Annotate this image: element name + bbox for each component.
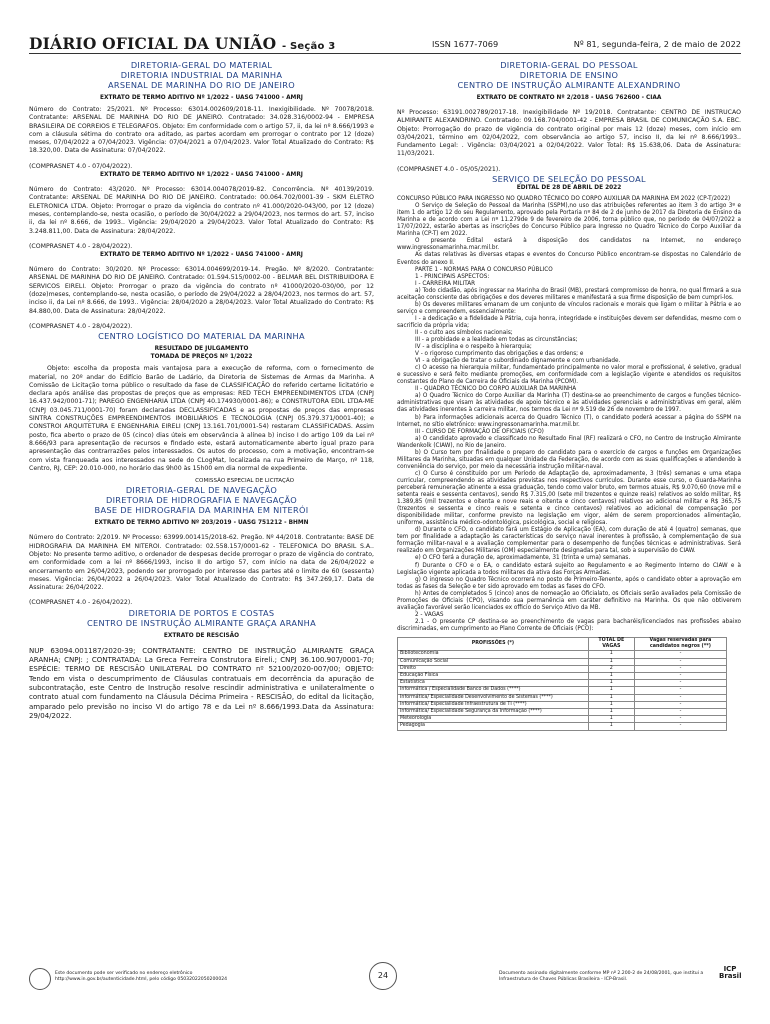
paragraph: e) O CFO terá a duração de, aproximadamente, 31 (trinta e uma) semanas. [415, 555, 631, 562]
heading-sspm: SERVIÇO DE SELEÇÃO DO PESSOAL [492, 174, 646, 185]
table-cell: - [634, 687, 726, 694]
table-cell: - [634, 701, 726, 708]
paragraph: c) O Curso é constituído por um Período de Adaptação de, aproximadamente, 3 (três) semanas e uma etapa curricular, compreendendo as atividades previstas nos respectivos currículos. Durante esse curso, o Guarda-Marinha perceberá remuneração atinente a essa graduação, tendo como valor bruto, em termos atuais, R$ 9.070,60 (nove mil e setenta reais e sessenta centavos), sendo R$ 7.315,00 (sete mil trezentos e quinze reais) relativos ao soldo militar, R$ 1.389,85 (mil trezentos e oitenta e nove reais e oitenta e cinco centavos) relativos ao adicional militar e R$ 365,75 (trezentos e sessenta e cinco reais e setenta e cinco centavos) relativos ao adicional de compensação por disponibilidade militar, conforme previsto na legislação em vigor, além de serem proporcionados alimentação, uniforme, assistência médico-odontológica, psicológica, social e religiosa. [397, 470, 741, 527]
table-row [398, 673, 727, 680]
table-cell: Estatística [398, 680, 589, 687]
paragraph: 2.1 - O presente CP destina-se ao preenchimento de vagas para bacharéis/licenciados nas profissões abaixo discriminadas, em cumprimento ao Plano Corrente de Oficiais (PCO): [397, 618, 741, 632]
table-cell: - [634, 665, 726, 672]
table-row [398, 665, 727, 672]
notice-body: Objeto: escolha da proposta mais vantajosa para a execução de reforma, com o fornecimento de material, no 20º andar do Edifício Barão de Ladário, da Diretoria de Sistemas de Armas da Marinha. A Comissão de Licitação torna público o resultado da fase de CLASSIFICAÇÃO do referido certame licitatório e declara após análise das propostas de preços que as empresas: RED TECH EMPREENDIMENTOS LTDA (CNPJ 16.437.942/0001-71); PAREGO ENGENHARIA LTDA (CNPJ 40.174930/0001-86); e CONSTRUTORA EDIL LTDA-ME (CNPJ 03.045.711/0001-70) foram declaradas DECLASSIFICADAS e as propostas de preços das empresas SINTRA CONSTRUÇÕES EMPREENDIMENTOS IMOBILIÁRIOS E TECNOLOGIA (CNPJ 05.379.371/0001-40); e CONSTROI ARQUITETURA E ENGENHARIA EIRELI (CNPJ 13.161.701/0001-54) restaram CLASSIFICADAS. Assim posto, fica aberto o prazo de 05 (cinco) dias úteis em observância à alínea b) inciso I do artigo 109 da Lei nº 8.666/93 para apresentação de recursos e findado este, estará automaticamente aberto igual prazo para apresentação das contrarrazões pelos interessados. Os autos do processo, com a motivação, encontram-se com vista franqueada aos interessados na sede do CLogMat, localizada na rua Primeiro de Março, nº 118, Centro, RJ, CEP: 20.010-000, no horário das 9h00 às 15h00 em dia normal de expediente. [29, 365, 374, 472]
paragraph: VI - a obrigação de tratar o subordinado dignamente e com urbanidade. [415, 358, 621, 365]
table-cell: Meteorologia [398, 716, 589, 723]
issue-date: Nº 81, segunda-feira, 2 de maio de 2022 [573, 39, 741, 49]
notice-signature: COMISSÃO ESPECIAL DE LICITAÇÃO [195, 478, 294, 485]
heading-line: DIRETORIA-GERAL DO MATERIAL [130, 60, 273, 70]
paragraph: As datas relativas às diversas etapas e eventos do Concurso Público encontram-se dispostas no Calendário de Eventos do anexo II. [397, 252, 741, 266]
table-cell: - [634, 709, 726, 716]
paragraph: c) O acesso na hierarquia militar, fundamentado principalmente no valor moral e profissional, é seletivo, gradual e sucessivo e será feito mediante promoções, em conformidade com a legislação vigente e atendidos os requisitos constantes do Plano de Carreira de Oficiais da Marinha (PCOM). [397, 365, 741, 386]
heading-material [29, 60, 374, 90]
paragraph: II - o culto aos símbolos nacionais; [415, 329, 513, 336]
gazette-section: - Seção 3 [281, 41, 336, 52]
paragraph: f) Durante o CFO e o EA, o candidato estará sujeito ao Regulamento e ao Regimento Interno do CIAW e à Legislação vigente aplicada a todos militares da ativa das Forças Armadas. [397, 562, 741, 576]
paragraph: III - a probidade e a lealdade em todas as circunstâncias; [415, 337, 578, 344]
table-cell: 2 [588, 665, 634, 672]
table-cell: - [634, 651, 726, 658]
column-header: TOTAL DE VAGAS [588, 637, 634, 650]
paragraph: PARTE 1 - NORMAS PARA O CONCURSO PÚBLICO [415, 266, 553, 273]
table-cell: Informática/ Especialidade Desenvolvimento de Sistemas (****) [398, 694, 589, 701]
heading-line: DIRETORIA DE ENSINO [519, 70, 619, 80]
paragraph: a) O Quadro Técnico do Corpo Auxiliar da Marinha (T) destina-se ao preenchimento de cargos e funções técnico-administrativas que visam às atividades de apoio técnico e às atividades gerenciais e administrativas em geral, além das atividades inerentes à carreira militar, nos termos da Lei nº 9.519 de 26 de novembro de 1997. [397, 393, 741, 414]
table-cell: Biblioteconomia [398, 651, 589, 658]
notice-body: Número do Contrato: 30/2020. Nº Processo: 63014.004699/2019-14. Pregão. Nº 8/2020. Contratante: ARSENAL DE MARINHA DO RIO DE JANEIRO. Contratado: 01.594.515/0002-00 - BELMAR BEL DISTRIBUIDORA E SERVICOS EIRELI. Objeto: Prorrogar o prazo da vigência do contrato nº 41000/2020-030/00, por 12 (doze)meses, contemplando-se, nesta ocasião, o período de 29/04/2022 a 28/04/2023, nos termos do art. 57, inciso ii, da Lei nº 8.666, de 1993.. Vigência: 28/04/2020 a 28/04/2023. Valor Total Atualizado do Contrato: R$ 84.880,00. Data de Assinatura: 28/04/2022. [29, 266, 374, 315]
table-cell: 1 [588, 687, 634, 694]
edital-body [397, 196, 741, 633]
paragraph: 1 - PRINCIPAIS ASPECTOS: [415, 273, 490, 280]
icp-brasil-label: ICP Brasil [719, 965, 742, 980]
table-row [398, 658, 727, 665]
paragraph: O Serviço de Seleção do Pessoal da Marinha (SSPM),no uso das atribuições referentes ao item 3 do artigo 3º e item 1 do artigo 12 do seu Regulamento, aprovado pela Portaria nº 84 de 2 de junho de 2017 da Diretoria de Ensino da Marinha e de acordo com a Lei nº 11.279de 9 de fevereiro de 2006, torna público que, no período de 04/07/2022 a 17/07/2022, estarão abertas as inscrições do Concurso Público para Ingresso no Quadro Técnico do Corpo Auxiliar da Marinha (CP-T) em 2022. [397, 203, 741, 238]
heading-line: BASE DE HIDROGRAFIA DA MARINHA EM NITERÓI [94, 505, 309, 516]
gazette-title [29, 34, 335, 53]
heading-clogmat: CENTRO LOGÍSTICO DO MATERIAL DA MARINHA [98, 331, 305, 342]
gazette-name: DIÁRIO OFICIAL DA UNIÃO [29, 34, 277, 53]
verification-note: Este documento pode ser verificado no endereço eletrônico http://www.in.gov.br/autenticidade.html, pelo código 05032022050200024 [55, 971, 228, 982]
column-header: PROFISSÕES (*) [398, 637, 589, 650]
table-header-row [398, 637, 727, 650]
heading-line: DIRETORIA DE PORTOS E COSTAS [128, 607, 275, 618]
table-cell: Informática/ Especialidade Infraestrutura de TI (****) [398, 701, 589, 708]
table-cell: Direito [398, 665, 589, 672]
masthead [29, 34, 741, 54]
table-row [398, 716, 727, 723]
notice-source: (COMPRASNET 4.0 - 07/04/2022). [29, 162, 133, 170]
heading-line: DIRETORIA-GERAL DE NAVEGAÇÃO [125, 485, 278, 496]
table-cell: Pedagogia [398, 723, 589, 730]
notice-title: EDITAL DE 28 DE ABRIL DE 2022 [516, 185, 622, 192]
heading-portos [29, 608, 374, 628]
table-cell: 1 [588, 651, 634, 658]
paragraph: III - CURSO DE FORMAÇÃO DE OFICIAIS (CFO) [415, 428, 544, 435]
notice-source: (COMPRASNET 4.0 - 26/04/2022). [29, 599, 133, 607]
table-row [398, 687, 727, 694]
notice-source: (COMPRASNET 4.0 - 28/04/2022). [29, 322, 133, 330]
paragraph: II - QUADRO TÉCNICO DO CORPO AUXILIAR DA MARINHA [415, 386, 577, 393]
table-cell: Informática/ Especialidade Segurança da Informação (****) [398, 709, 589, 716]
heading-pessoal [397, 60, 741, 90]
paragraph: 2 - VAGAS [415, 611, 444, 618]
table-row [398, 651, 727, 658]
signature-note: Documento assinado digitalmente conforme MP nº 2.200-2 de 24/08/2001, que institui a Infraestrutura de Chaves Públicas Brasileira - ICP-Brasil. [499, 971, 704, 982]
paragraph: g) O ingresso no Quadro Técnico ocorrerá no posto de Primeiro-Tenente, após o candidato obter a aprovação em todas as fases da Seleção e ter sido aprovado em todas as fases do CFO. [397, 576, 741, 590]
table-row [398, 709, 727, 716]
heading-line: CENTRO DE INSTRUÇÃO ALMIRANTE ALEXANDRINO [457, 80, 681, 90]
paragraph: a) Todo cidadão, após ingressar na Marinha do Brasil (MB), prestará compromisso de honra, no qual firmará a sua aceitação consciente das obrigações e dos deveres militares e manifestará a sua firme disposição de bem cumpri-los. [397, 287, 741, 301]
notice-source: (COMPRASNET 4.0 - 28/04/2022). [29, 242, 133, 250]
national-seal-icon [29, 968, 51, 990]
column-header: Vagas reservadas para candidatos negros (**) [634, 637, 726, 650]
table-cell: 1 [588, 701, 634, 708]
notice-title: RESULTADO DE JULGAMENTO [154, 346, 249, 353]
table-cell: - [634, 680, 726, 687]
paragraph: b) Os deveres militares emanam de um conjunto de vínculos racionais e morais que ligam o militar à Pátria e ao serviço e compreendem, essencialmente: [397, 301, 741, 315]
table-row [398, 701, 727, 708]
notice-title: EXTRATO DE TERMO ADITIVO Nº 203/2019 - UASG 751212 - BHMN [94, 520, 309, 527]
notice-subtitle: TOMADA DE PREÇOS Nº 1/2022 [150, 354, 253, 361]
page-number: 24 [369, 962, 397, 990]
right-column [397, 60, 741, 731]
table-cell: - [634, 694, 726, 701]
notice-title: EXTRATO DE TERMO ADITIVO Nº 1/2022 - UASG 741000 - AMRJ [100, 252, 303, 259]
paragraph: b) O Curso tem por finalidade o preparo do candidato para o exercício de cargos e funções em Organizações Militares da Marinha, situadas em qualquer Unidade da Federação, de acordo com as suas qualificações e atendendo à conveniência do serviço, por meio da necessária instrução militar-naval. [397, 449, 741, 470]
table-cell: 1 [588, 709, 634, 716]
heading-line: CENTRO DE INSTRUÇÃO ALMIRANTE GRAÇA ARANHA [86, 617, 317, 628]
notice-title: EXTRATO DE RESCISÃO [163, 632, 240, 639]
table-cell: 1 [588, 673, 634, 680]
table-cell: 1 [588, 716, 634, 723]
table-cell: Comunicação Social [398, 658, 589, 665]
heading-line: DIRETORIA-GERAL DO PESSOAL [500, 60, 638, 70]
icp-brasil-logo [719, 966, 741, 992]
vacancies-table [397, 637, 727, 731]
page-footer [29, 965, 742, 1008]
table-cell: - [634, 716, 726, 723]
heading-line: DIRETORIA INDUSTRIAL DA MARINHA [120, 70, 283, 80]
table-cell: 1 [588, 694, 634, 701]
paragraph: I - a dedicação e a fidelidade à Pátria, cuja honra, integridade e instituições devem ser defendidas, mesmo com o sacrifício da própria vida; [397, 315, 741, 329]
table-row [398, 723, 727, 730]
paragraph: a) O candidato aprovado e classificado no Resultado Final (RF) realizará o CFO, no Centro de Instrução Almirante Wandenkolk (CIAW), no Rio de Janeiro. [397, 435, 741, 449]
notice-body: Número do Contrato: 2/2019. Nº Processo: 63999.001415/2018-62. Pregão. Nº 44/2018. Contratante: BASE DE HIDROGRAFIA DA MARINHA EM NITEROI. Contratado: 02.558.157/0001-62 - TELEFONICA DO BRASIL S.A.. Objeto: No presente termo aditivo, o ordenador de despesas decide prorrogar o prazo de vigência do contrato, em conformidade com a lei nº 8666/1993, inciso II do artigo 57, com início na data de 26/04/2022 e encerramento em 26/04/2023, podendo ser prorrogado por interesse das partes até o limite de 60 (sessenta) meses. Vigência: 26/04/2022 a 26/04/2023. Valor Total Atualizado do Contrato: R$ 347.269,17. Data de Assinatura: 26/04/2022. [29, 534, 374, 592]
heading-navegacao [29, 485, 374, 515]
paragraph: O presente Edital estará à disposição dos candidatos na Internet, no endereço www.ingressonamarinha.mar.mil.br. [397, 238, 741, 252]
paragraph: d) Durante o CFO, o candidato fará um Estágio de Aplicação (EA), com duração de até 4 (quatro) semanas, que tem por finalidade a adaptação às características do serviço naval inerentes à profissão, à complementação de sua formação militar-naval e a avaliação complementar para o desempenho de funções técnicas e administrativas. Será realizado em Organizações Militares (OM) especialmente designadas para tal, sob a supervisão do CIAW. [397, 527, 741, 555]
table-cell: 1 [588, 723, 634, 730]
left-column [29, 60, 374, 721]
table-cell: - [634, 658, 726, 665]
table-cell: - [634, 673, 726, 680]
paragraph: h) Antes de completados 5 (cinco) anos de nomeação ao Oficialato, os Oficiais serão avaliados pela Comissão de Promoções de Oficiais (CPO), visando sua permanência em caráter definitivo na Marinha. Os que não obtiverem avaliação favorável serão licenciados ex officio do Serviço Ativo da MB. [397, 590, 741, 611]
notice-body: NUP 63094.001187/2020-39; CONTRATANTE: CENTRO DE INSTRUÇÃO ALMIRANTE GRAÇA ARANHA; CNPJ: ; CONTRATADA: La Greca Ferreira Construtora Eireli.; CNPJ 36.100.907/0001-70; ESPÉCIE: TERMO DE RESCISÃO UNILATERAL DO CONTRATO nº 52100/2020-007/00; OBJETO: Tendo em vista o descumprimento de Cláusulas contratuais em decorrência da apuração de subcontratação, este Centro de Instrução resolve rescindir administrativa e unilateralmente o contrato atual com fundamento na Cláusula Décima Primeira - RESCISÃO, do edital da licitação, amparado pelo previsão no inciso VI do artigo 78 e da Lei nº 8.666/1993.Data da Assinatura: 29/04/2022. [29, 646, 374, 720]
header-divider [29, 53, 741, 54]
notice-body: Número do Contrato: 25/2021. Nº Processo: 63014.002609/2018-11. Inexigibilidade. Nº 70078/2018. Contratante: ARSENAL DE MARINHA DO RIO DE JANEIRO. Contratado: 34.028.316/0002-94 - EMPRESA BRASILEIRA DE CORREIOS E TELEGRAFOS. Objeto: Em conformidade com o artigo 57, ii, da lei nº 8.666/1993 e com a cláusula sétima do contrato ora aditado, as partes acordam em prorrogar o contrato por 12 (doze) meses, 07/04/2022 a 07/04/2023. Vigência: 07/04/2021 a 07/04/2023. Valor Total Atualizado do Contrato: R$ 18.320,00. Data de Assinatura: 07/04/2022. [29, 106, 374, 155]
table-row [398, 694, 727, 701]
table-cell: 1 [588, 680, 634, 687]
paragraph: b) Para informações adicionais acerca do Quadro Técnico (T), o candidato poderá acessar a página do SSPM na Internet, no sítio eletrônico: www.ingressonamarinha.mar.mil.br. [397, 414, 741, 428]
paragraph: CONCURSO PÚBLICO PARA INGRESSO NO QUADRO TÉCNICO DO CORPO AUXILIAR DA MARINHA EM 2022 (CP-T/2022) [397, 196, 731, 203]
notice-title: EXTRATO DE TERMO ADITIVO Nº 1/2022 - UASG 741000 - AMRJ [100, 172, 303, 179]
table-row [398, 680, 727, 687]
issn: ISSN 1677-7069 [432, 39, 499, 49]
notice-body: Número do Contrato: 43/2020. Nº Processo: 63014.004078/2019-82. Concorrência. Nº 40139/2019. Contratante: ARSENAL DE MARINHA DO RIO DE JANEIRO. Contratado: 00.064.702/0001-39 - SKM ELETRO ELETRONICA LTDA. Objeto: Prorrogar o prazo da vigência do contrato nº 41.000/2020-043/00, por 12 (doze) meses, contemplando-se, nesta ocasião, o período de 30/04/2022 a 29/04/2023, nos termos do art. 57, inciso ii, da lei nº 8.666, de 1993.. Vigência: 29/04/2020 a 29/04/2023. Valor Total Atualizado do Contrato: R$ 3.248.811,00. Data de Assinatura: 28/04/2022. [29, 186, 374, 235]
table-cell: Informática / Especialidade Banco de Dados (****) [398, 687, 589, 694]
notice-source: (COMPRASNET 4.0 - 05/05/2021). [397, 165, 501, 173]
table-cell: - [634, 723, 726, 730]
heading-line: ARSENAL DE MARINHA DO RIO DE JANEIRO [108, 80, 295, 90]
heading-line: DIRETORIA DE HIDROGRAFIA E NAVEGAÇÃO [105, 495, 298, 506]
notice-title: EXTRATO DE TERMO ADITIVO Nº 1/2022 - UASG 741000 - AMRJ [100, 95, 303, 101]
paragraph: I - CARREIRA MILITAR [415, 280, 476, 287]
notice-title: EXTRATO DE CONTRATO Nº 2/2018 - UASG 762600 - CIAA [476, 95, 662, 101]
paragraph: IV - a disciplina e o respeito à hierarquia; [415, 344, 532, 351]
paragraph: V - o rigoroso cumprimento das obrigações e das ordens; e [415, 351, 584, 358]
table-cell: Educação Física [398, 673, 589, 680]
notice-body: Nº Processo: 63191.002789/2017-18. Inexigibilidade Nº 19/2018. Contratante: CENTRO DE INSTRUCAO ALMIRANTE ALEXANDRINO. Contratado: 09.168.704/0001-42 - EMPRESA BRASIL DE COMUNICAÇÃO S.A. EBC. Objeto: Prorrogação do prazo de vigência do contrato original por mais 12 (doze) meses, com início em 03/04/2021, término em 02/04/2022, com observância ao artigo 57, inciso II, da lei nº 8.666/1993.. Fundamento Legal: . Vigência: 03/04/2021 a 02/04/2022. Valor Total: R$ 15.638,06. Data de Assinatura: 11/03/2021. [397, 109, 741, 158]
table-cell: 1 [588, 658, 634, 665]
